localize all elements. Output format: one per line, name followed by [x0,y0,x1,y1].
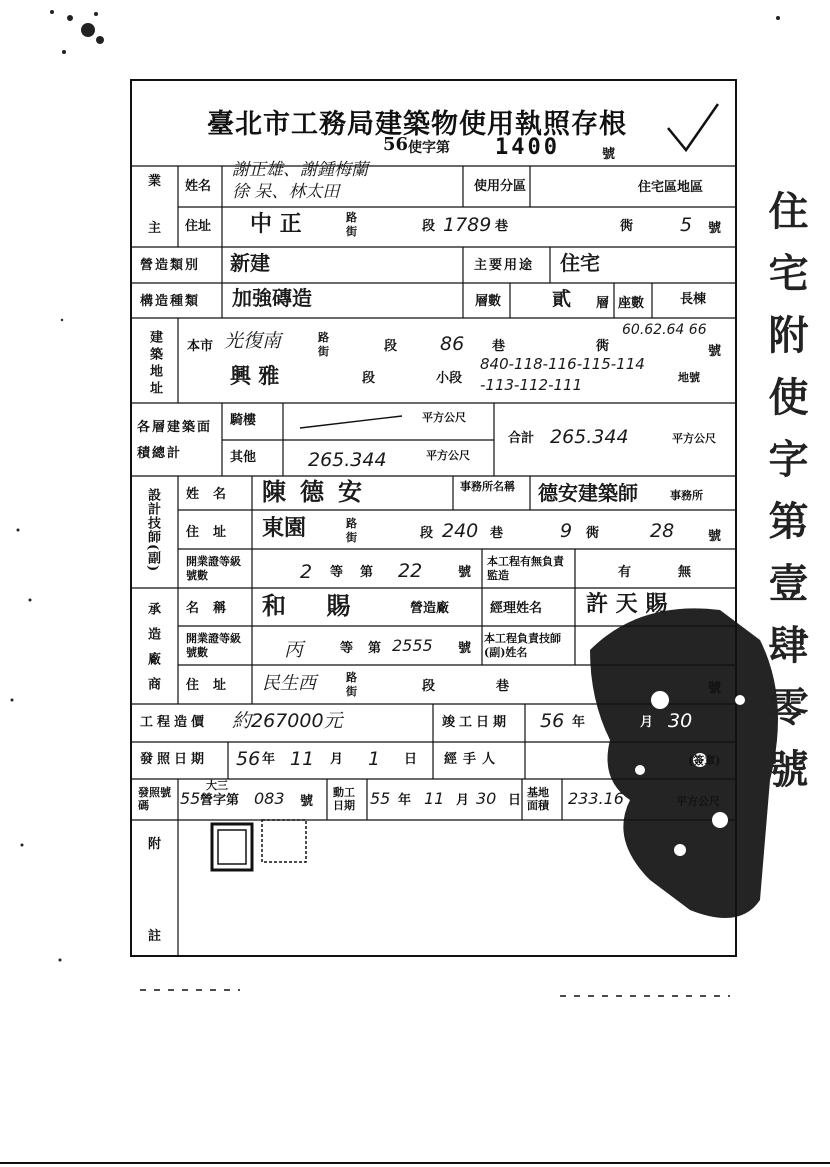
firm-grade-label: 等 [340,641,354,656]
designer-address-label: 住址 [186,525,241,540]
site-lots-2: -113-112-111 [480,376,583,394]
designer-label: 設計技師(副) [145,488,160,573]
check-mark [668,104,718,150]
addr-section-label: 段 [422,219,436,234]
permit-year: 56 [383,134,409,155]
firm-road-value: 民生西 [262,673,316,694]
site-road-value: 光復南 [224,330,282,352]
sign-label: (簽章) [688,754,721,767]
firm-type-label: 營造廠 [410,601,450,616]
other-area-value: 265.344 [308,449,387,471]
addr-lane-value: 1789 [443,214,492,236]
build-category-value: 新建 [230,251,270,275]
designer-road-label: 路 [346,517,357,530]
total-sqm: 平方公尺 [672,432,716,445]
site-lane-label: 巷 [492,339,506,354]
issue-year-label: 年 [262,752,276,767]
blocks-label: 座數 [618,296,645,311]
designer-alley-label: 衖 [586,526,600,541]
site-section-unit: 段 [362,371,376,386]
issue-year-value: 56 [236,748,261,770]
arcade-sqm: 平方公尺 [422,411,466,424]
start-label: 動工日期 [333,786,355,812]
addr-street-label: 街 [346,225,357,238]
office-suffix: 事務所 [670,489,703,502]
floor-unit-label: 層 [596,296,610,311]
site-road-label: 路 [318,331,329,344]
responsible-tech-label: 本工程負責技師(副)姓名 [484,632,561,659]
side-text: 住宅附使字第壹肆零號 [762,190,809,810]
firm-di-label: 第 [368,641,382,656]
zone-value: 住宅區地區 [638,180,704,195]
firm-license-value: 2555 [392,636,433,655]
supervise-label: 本工程有無負責監造 [487,555,564,582]
other-label: 其他 [230,450,257,465]
start-year-value: 55 [370,789,391,808]
issue-month-value: 11 [290,748,315,770]
issue-month-label: 月 [330,752,344,767]
firm-value: 和 賜 [262,592,367,620]
start-day-label: 日 [508,793,522,808]
contractor-label: 承造廠商 [145,602,160,702]
firm-license-label: 開業證等級號數 [186,632,241,659]
seal-stamps [212,820,306,870]
addr-no-value: 5 [680,214,693,236]
addr-road-label: 路 [346,211,357,224]
site-lots-1: 840-118-116-115-114 [480,355,645,373]
issue-label: 發照日期 [140,752,209,767]
permit-word-label: 營字第 [200,793,240,808]
completion-year-value: 56 [540,710,565,732]
structure-value: 加強磚造 [232,286,312,310]
designer-grade-value: 2 [300,561,313,583]
remark-label-1: 附 [148,837,162,852]
handler-label: 經手人 [444,752,502,767]
firm-section-label: 段 [422,679,436,694]
addr-alley-label: 衖 [620,219,634,234]
address-label: 住址 [185,219,212,234]
site-street-label: 街 [318,345,329,358]
start-year-label: 年 [398,793,412,808]
addr-lane-label: 巷 [495,219,509,234]
completion-day-value: 30 [668,710,693,732]
start-month-label: 月 [456,793,470,808]
permit-prefix: 使字第 [408,140,450,156]
floor-area-label: 各層建築面積總計 [137,420,213,461]
main-use-value: 住宅 [560,251,600,275]
designer-section-label: 段 [420,526,434,541]
designer-grade-label: 等 [330,565,344,580]
designer-name-value: 陳德安 [262,478,376,506]
designer-road-value: 東園 [262,516,307,541]
supervise-yes: 有 [618,565,632,580]
other-sqm: 平方公尺 [426,449,470,462]
addr-no-label: 號 [708,221,722,236]
designer-license-label: 開業證等級號數 [186,555,241,582]
firm-grade-value: 丙 [284,639,304,661]
permit-no-suffix: 號 [300,794,314,809]
cost-value: 約267000元 [232,710,343,732]
site-subsection-label: 小段 [436,371,463,386]
main-use-label: 主要用途 [474,258,535,273]
firm-address-label: 住址 [186,678,241,693]
base-area-value: 233.16 [568,789,624,808]
designer-no-value: 28 [650,520,675,542]
floors-label: 層數 [475,294,502,309]
arcade-label: 騎樓 [230,413,257,428]
designer-alley-value: 9 [560,520,573,542]
completion-year-label: 年 [572,715,586,730]
permit-no-value: 083 [254,789,285,808]
site-land-no-label: 地號 [678,371,700,384]
firm-lane-label: 巷 [496,679,510,694]
site-lane-value: 86 [440,333,465,355]
office-value: 德安建築師 [538,481,638,505]
city-label: 本市 [187,339,214,354]
site-alley-label: 衖 [596,339,610,354]
designer-lane-label: 巷 [490,526,504,541]
issue-day-label: 日 [404,752,418,767]
office-label: 事務所名稱 [460,480,515,493]
firm-no-label: 號 [708,681,722,696]
remark-label-2: 註 [148,929,162,944]
designer-di-label: 第 [360,565,374,580]
site-no-value: 60.62.64 66 [622,322,707,338]
permit-note: 大三 [206,779,228,792]
base-area-label: 基地面積 [527,786,549,812]
site-label: 建築地址 [147,330,162,398]
designer-no-label: 號 [708,529,722,544]
completion-month-label: 月 [640,715,654,730]
owner-label-1: 業 [148,174,162,189]
site-section-label: 段 [384,339,398,354]
site-section-value: 興 雅 [230,364,280,388]
base-area-sqm: 平方公尺 [676,795,720,808]
manager-label: 經理姓名 [490,601,543,616]
owner-label-2: 主 [148,221,162,236]
owner-names-1: 謝正雄、謝鍾梅蘭 [232,160,368,180]
supervise-none: 無 [678,565,692,580]
firm-street-label: 街 [346,685,357,698]
use-zone-label: 使用分區 [474,179,527,194]
site-no-label: 號 [708,344,722,359]
manager-value: 許 天 賜 [586,592,668,617]
permit-no-label: 發照號碼 [138,786,171,812]
designer-name-label: 姓名 [186,487,241,502]
start-day-value: 30 [476,789,497,808]
designer-license-no: 號 [458,565,472,580]
permit-number: 1400 [495,135,560,160]
cost-label: 工程造價 [140,715,209,730]
blocks-value: 長棟 [680,292,707,307]
designer-license-value: 22 [398,560,423,582]
start-month-value: 11 [424,789,445,808]
firm-road-label: 路 [346,671,357,684]
permit-year-value: 55 [180,789,201,808]
structure-type-label: 構造種類 [140,294,201,309]
page-title: 臺北市工務局建築物使用執照存根 [207,109,627,140]
designer-street-label: 街 [346,531,357,544]
name-label: 姓名 [185,179,212,194]
addr-road-value: 中 正 [250,212,302,237]
owner-names-2: 徐 呆、林太田 [232,182,340,202]
permit-suffix: 號 [602,147,616,162]
firm-license-no: 號 [458,641,472,656]
total-label: 合計 [508,431,535,446]
completion-label: 竣工日期 [442,715,511,730]
designer-section-value: 240 [442,520,479,542]
floors-value: 貳 [552,288,572,310]
firm-name-label: 名稱 [186,601,241,616]
build-category-label: 營造類別 [140,258,201,273]
issue-day-value: 1 [368,748,381,770]
total-area-value: 265.344 [550,426,629,448]
